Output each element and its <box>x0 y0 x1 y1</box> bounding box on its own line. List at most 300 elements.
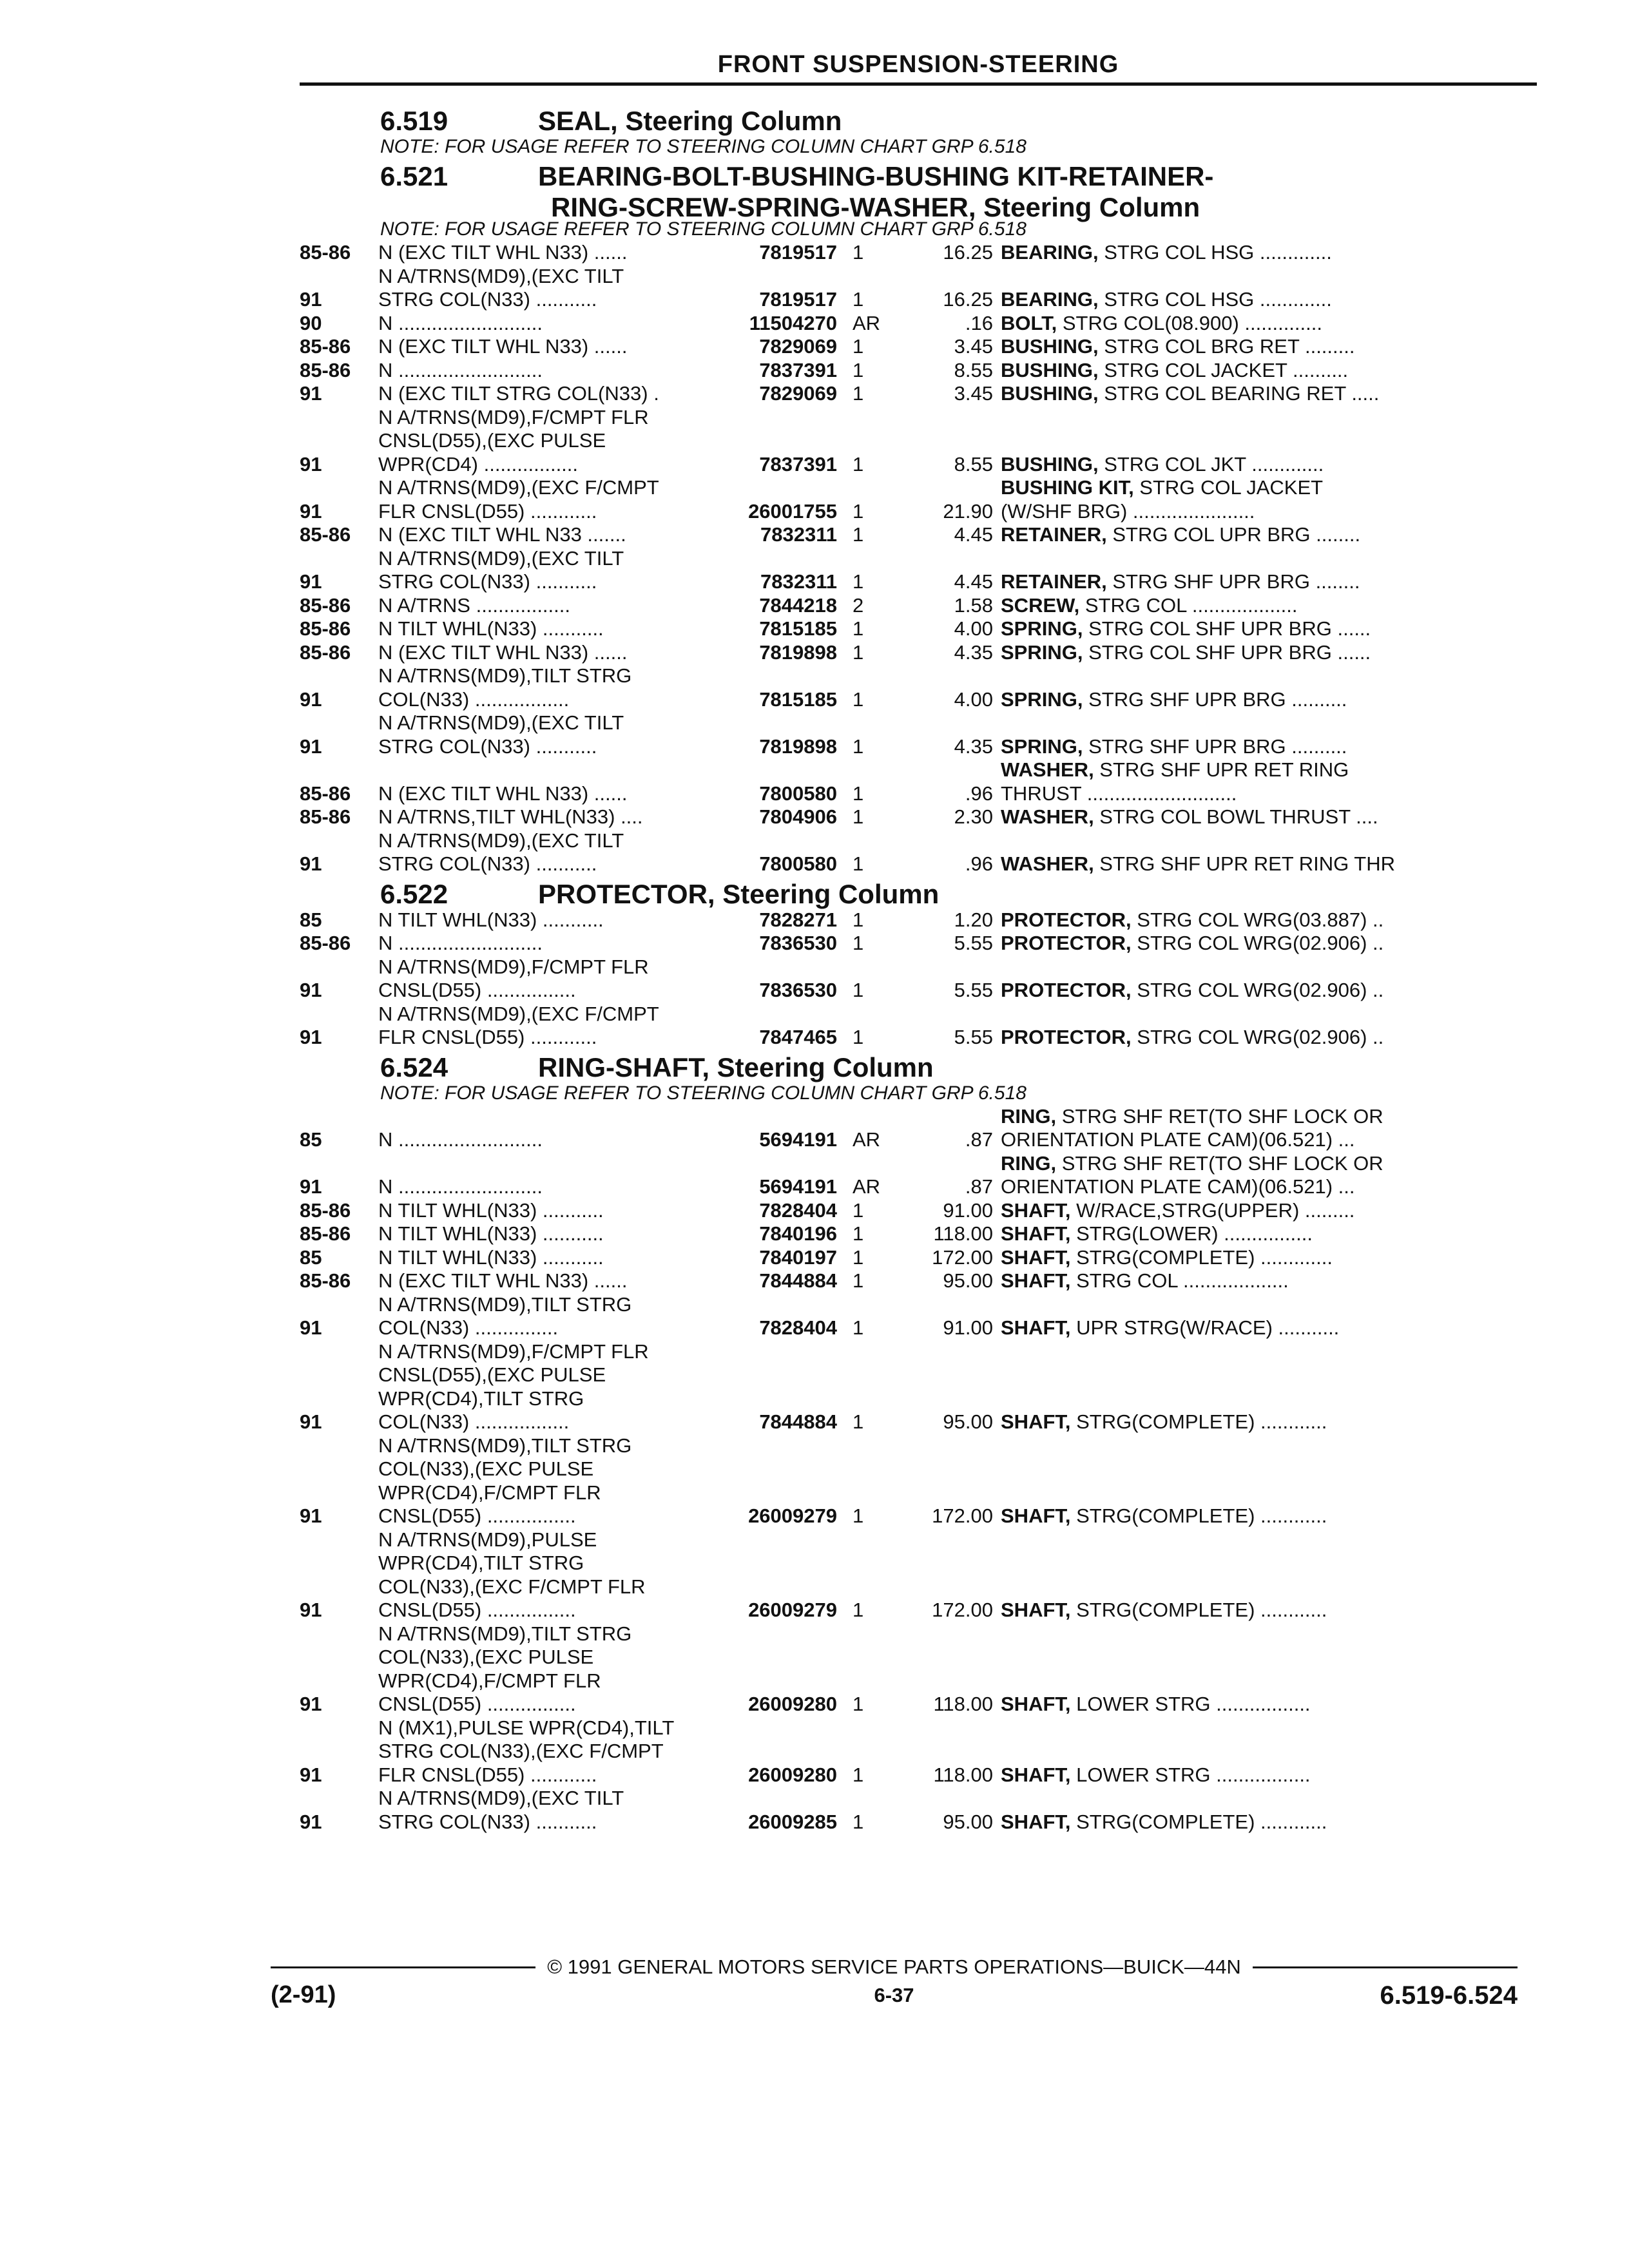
usage-text: N (EXC TILT WHL N33) ...... <box>378 640 628 664</box>
part-number: 7832311 <box>760 523 837 546</box>
quantity: 1 <box>853 570 864 593</box>
model-year-cell <box>300 1222 378 1246</box>
part-name: WASHER, <box>1001 805 1094 828</box>
part-name: SPRING, <box>1001 687 1083 711</box>
usage-text: N A/TRNS(MD9),TILT STRG COL(N33) ................. <box>378 664 632 711</box>
part-description: STRG SHF UPR BRG .......... <box>1083 687 1347 711</box>
description <box>1001 1026 1537 1050</box>
part-number: 26009279 <box>748 1504 837 1527</box>
part-row <box>300 1003 1537 1050</box>
model-year: 91 <box>300 1763 322 1786</box>
description <box>1001 1246 1537 1270</box>
part-row <box>300 664 1537 711</box>
price: 95.00 <box>943 1269 993 1292</box>
part-row <box>300 956 1537 1003</box>
model-year: 91 <box>300 382 322 405</box>
description <box>1001 1811 1537 1834</box>
model-year-cell <box>300 1175 378 1199</box>
description <box>1001 288 1537 312</box>
usage-text: N (EXC TILT STRG COL(N33) . <box>378 382 659 405</box>
quantity: 1 <box>853 1504 864 1527</box>
part-number: 7815185 <box>759 687 837 711</box>
part-description: STRG(COMPLETE) ............ <box>1070 1410 1327 1433</box>
part-number: 26009285 <box>748 1810 837 1833</box>
page-title: FRONT SUSPENSION-STEERING <box>717 51 1119 78</box>
part-number: 7840196 <box>759 1222 837 1245</box>
part-number: 7837391 <box>759 358 837 381</box>
model-year-cell <box>300 735 378 759</box>
part-description: STRG SHF RET(TO SHF LOCK OR ORIENTATION PLATE CAM)(06.521) ... <box>1001 1151 1383 1198</box>
usage-text: N A/TRNS ................. <box>378 593 570 617</box>
part-row <box>300 805 1537 829</box>
description <box>1001 312 1537 336</box>
usage-text: N .......................... <box>378 1175 543 1198</box>
part-name: BEARING, <box>1001 241 1099 264</box>
description <box>1001 335 1537 359</box>
model-year: 85-86 <box>300 617 351 640</box>
quantity: 1 <box>853 452 864 476</box>
part-name: BUSHING, <box>1001 382 1099 405</box>
part-number: 7804906 <box>759 805 837 828</box>
footer-rule-right <box>1253 1966 1518 1968</box>
section-title <box>538 161 1213 223</box>
part-row <box>300 641 1537 665</box>
quantity: 1 <box>853 1316 864 1339</box>
part-description: STRG(COMPLETE) ............ <box>1070 1504 1327 1527</box>
part-description: STRG COL SHF UPR BRG ...... <box>1083 640 1371 664</box>
description <box>1001 453 1537 477</box>
model-year-cell <box>300 617 378 641</box>
usage-text: N (EXC TILT WHL N33) ...... <box>378 1269 628 1292</box>
usage-text: N A/TRNS(MD9),(EXC TILT STRG COL(N33) ........... <box>378 264 624 311</box>
part-row <box>300 1787 1537 1834</box>
quantity: 1 <box>853 241 864 264</box>
price: 1.58 <box>954 593 993 617</box>
part-row <box>300 1152 1537 1199</box>
model-year-cell <box>300 1811 378 1834</box>
model-year-cell <box>300 805 378 829</box>
part-name: SPRING, <box>1001 617 1083 640</box>
usage-text: N .......................... <box>378 311 543 334</box>
part-row <box>300 617 1537 641</box>
quantity: 1 <box>853 1026 864 1048</box>
quantity: 1 <box>853 805 864 828</box>
section-title-line: PROTECTOR, Steering Column <box>538 878 940 909</box>
part-description: STRG SHF UPR BRG .......... <box>1083 735 1347 758</box>
quantity: 1 <box>853 335 864 358</box>
usage-text: N A/TRNS(MD9),TILT STRG COL(N33),(EXC PULSE WPR(CD4),F/CMPT FLR CNSL(D55) ................ <box>378 1434 632 1527</box>
part-description: STRG COL SHF UPR BRG ...... <box>1083 617 1371 640</box>
description <box>1001 1763 1537 1787</box>
usage-text: N (EXC TILT WHL N33) ...... <box>378 241 628 264</box>
part-row <box>300 312 1537 336</box>
price: 8.55 <box>954 358 993 381</box>
usage-text: N (MX1),PULSE WPR(CD4),TILT STRG COL(N33),(EXC F/CMPT FLR CNSL(D55) ............ <box>378 1716 675 1786</box>
price: 118.00 <box>933 1763 993 1786</box>
quantity: 1 <box>853 640 864 664</box>
part-description: STRG SHF UPR RET RING THR <box>1094 852 1396 875</box>
footer-rule-left <box>271 1966 535 1968</box>
description <box>1001 641 1537 665</box>
part-row <box>300 1528 1537 1622</box>
quantity: 1 <box>853 1222 864 1245</box>
section-number: 6.519 <box>380 106 448 136</box>
part-number: 7837391 <box>759 452 837 476</box>
model-year-cell <box>300 594 378 618</box>
model-year-cell <box>300 1316 378 1340</box>
description <box>1001 735 1537 759</box>
price: 8.55 <box>954 452 993 476</box>
part-name: RING, <box>1001 1151 1057 1175</box>
model-year: 91 <box>300 1316 322 1339</box>
description <box>1001 908 1537 932</box>
part-name: SHAFT, <box>1001 1269 1071 1292</box>
description <box>1001 758 1537 805</box>
usage-text: N A/TRNS(MD9),PULSE WPR(CD4),TILT STRG COL(N33),(EXC F/CMPT FLR CNSL(D55) ................ <box>378 1528 646 1621</box>
part-description: STRG COL ................... <box>1079 593 1298 617</box>
part-row <box>300 1269 1537 1293</box>
price: .96 <box>965 852 993 875</box>
part-number: 7819517 <box>759 288 837 311</box>
model-year-cell <box>300 241 378 265</box>
section-heading <box>300 876 1537 908</box>
part-row <box>300 594 1537 618</box>
part-number: 7847465 <box>759 1026 837 1048</box>
quantity: 1 <box>853 1763 864 1786</box>
date-code: (2-91) <box>271 1981 336 2008</box>
page-number: 6-37 <box>874 1984 914 2006</box>
part-row <box>300 476 1537 523</box>
part-number: 7832311 <box>760 570 837 593</box>
price: 172.00 <box>932 1504 993 1527</box>
price: 4.45 <box>954 570 993 593</box>
model-year-cell <box>300 359 378 383</box>
part-description: STRG COL ................... <box>1070 1269 1289 1292</box>
price: 118.00 <box>933 1693 993 1715</box>
part-description: STRG(COMPLETE) ............ <box>1070 1599 1327 1621</box>
part-row <box>300 1340 1537 1434</box>
part-row <box>300 547 1537 594</box>
part-number: 7844218 <box>759 593 837 617</box>
part-number: 7800580 <box>759 852 837 875</box>
header-rule <box>300 82 1537 86</box>
model-year: 85 <box>300 1128 322 1151</box>
price: 91.00 <box>943 1316 993 1339</box>
section-number: 6.522 <box>380 878 448 909</box>
price: 4.00 <box>954 687 993 711</box>
part-description: STRG SHF UPR BRG ........ <box>1106 570 1360 593</box>
quantity: 1 <box>853 979 864 1001</box>
description <box>1001 979 1537 1003</box>
part-name: SPRING, <box>1001 735 1083 758</box>
model-year: 91 <box>300 1175 322 1198</box>
quantity: 1 <box>853 1599 864 1621</box>
model-year-cell <box>300 1599 378 1622</box>
model-year: 91 <box>300 1504 322 1527</box>
model-year: 85 <box>300 1245 322 1269</box>
model-year: 85-86 <box>300 241 351 264</box>
quantity: 1 <box>853 852 864 875</box>
part-name: SPRING, <box>1001 640 1083 664</box>
model-year-cell <box>300 288 378 312</box>
part-name: BOLT, <box>1001 311 1057 334</box>
price: 3.45 <box>954 382 993 405</box>
part-number: 7828404 <box>759 1316 837 1339</box>
usage-text: N A/TRNS(MD9),F/CMPT FLR CNSL(D55) ................ <box>378 955 649 1001</box>
part-description: STRG COL WRG(03.887) .. <box>1131 908 1384 931</box>
section-heading <box>300 1050 1537 1082</box>
description <box>1001 1599 1537 1622</box>
part-row <box>300 1716 1537 1787</box>
part-number: 26009279 <box>748 1599 837 1621</box>
section-number: 6.524 <box>380 1052 448 1082</box>
model-year-cell <box>300 1128 378 1152</box>
model-year: 85-86 <box>300 1222 351 1245</box>
part-description: LOWER STRG ................. <box>1070 1693 1311 1715</box>
part-name: SHAFT, <box>1001 1763 1071 1786</box>
usage-text: N A/TRNS(MD9),(EXC TILT STRG COL(N33) ........... <box>378 829 624 875</box>
part-description: STRG COL JKT ............. <box>1098 452 1324 476</box>
part-name: SHAFT, <box>1001 1599 1071 1621</box>
quantity: 1 <box>853 499 864 523</box>
model-year: 91 <box>300 1026 322 1048</box>
part-number: 7828271 <box>759 908 837 931</box>
part-description: STRG COL(08.900) .............. <box>1057 311 1322 334</box>
price: 16.25 <box>943 241 993 264</box>
part-name: PROTECTOR, <box>1001 1026 1132 1048</box>
model-year: 85-86 <box>300 335 351 358</box>
part-number: 7844884 <box>759 1269 837 1292</box>
usage-text: N TILT WHL(N33) ........... <box>378 1222 604 1245</box>
model-year: 85-86 <box>300 523 351 546</box>
section-note: NOTE: FOR USAGE REFER TO STEERING COLUMN CHART GRP 6.518 <box>380 1082 1027 1104</box>
usage-text: N A/TRNS(MD9),TILT STRG COL(N33) ............... <box>378 1293 632 1339</box>
quantity: 2 <box>853 593 864 617</box>
quantity: 1 <box>853 687 864 711</box>
model-year-cell <box>300 852 378 876</box>
model-year: 91 <box>300 288 322 311</box>
price: .87 <box>965 1128 993 1151</box>
model-year: 91 <box>300 452 322 476</box>
quantity: 1 <box>853 735 864 758</box>
part-row <box>300 335 1537 359</box>
section-title-line: SEAL, Steering Column <box>538 106 842 136</box>
usage-text: N A/TRNS(MD9),TILT STRG COL(N33),(EXC PULSE WPR(CD4),F/CMPT FLR CNSL(D55) ................ <box>378 1622 632 1715</box>
model-year-cell <box>300 1410 378 1434</box>
model-year: 91 <box>300 1410 322 1433</box>
part-row <box>300 523 1537 547</box>
part-row <box>300 829 1537 876</box>
model-year-cell <box>300 570 378 594</box>
part-description: STRG COL UPR BRG ........ <box>1106 523 1361 546</box>
part-number: 7840197 <box>759 1245 837 1269</box>
usage-text: N A/TRNS(MD9),F/CMPT FLR CNSL(D55),(EXC PULSE WPR(CD4) ................. <box>378 405 649 476</box>
usage-text: N TILT WHL(N33) ........... <box>378 1198 604 1222</box>
description <box>1001 1152 1537 1199</box>
part-name: BUSHING KIT, <box>1001 476 1134 499</box>
section-heading <box>300 103 1537 135</box>
model-year: 91 <box>300 1810 322 1833</box>
price: 16.25 <box>943 288 993 311</box>
part-row <box>300 711 1537 758</box>
description <box>1001 570 1537 594</box>
price: 2.30 <box>954 805 993 828</box>
quantity: AR <box>853 311 881 334</box>
part-name: BUSHING, <box>1001 452 1099 476</box>
quantity: 1 <box>853 1810 864 1833</box>
model-year-cell <box>300 382 378 406</box>
quantity: 1 <box>853 1245 864 1269</box>
part-name: RING, <box>1001 1104 1057 1128</box>
part-row <box>300 1199 1537 1223</box>
model-year-cell <box>300 1269 378 1293</box>
description <box>1001 688 1537 712</box>
part-row <box>300 359 1537 383</box>
section-title <box>538 879 939 910</box>
model-year-cell <box>300 500 378 524</box>
section-title-line: BEARING-BOLT-BUSHING-BUSHING KIT-RETAINER- <box>538 161 1214 191</box>
description <box>1001 1504 1537 1528</box>
model-year-cell <box>300 688 378 712</box>
part-name: SHAFT, <box>1001 1198 1071 1222</box>
usage-text: N TILT WHL(N33) ........... <box>378 617 604 640</box>
price: .87 <box>965 1175 993 1198</box>
description <box>1001 1693 1537 1716</box>
part-name: WASHER, <box>1001 852 1094 875</box>
price: 95.00 <box>943 1410 993 1433</box>
part-description: STRG COL WRG(02.906) .. <box>1131 932 1384 954</box>
page-footer <box>271 1956 1518 2010</box>
quantity: AR <box>853 1175 881 1198</box>
part-description: UPR STRG(W/RACE) ........... <box>1070 1316 1340 1339</box>
part-name: BUSHING, <box>1001 358 1099 381</box>
part-name: PROTECTOR, <box>1001 932 1132 954</box>
usage-text: N (EXC TILT WHL N33) ...... <box>378 782 628 805</box>
part-number: 7829069 <box>759 382 837 405</box>
part-name: RETAINER, <box>1001 570 1107 593</box>
part-number: 7819517 <box>759 241 837 264</box>
description <box>1001 1105 1537 1152</box>
part-row <box>300 1293 1537 1340</box>
usage-text: N .......................... <box>378 932 543 954</box>
model-year: 85-86 <box>300 932 351 954</box>
part-row <box>300 908 1537 932</box>
model-year-cell <box>300 523 378 547</box>
price: .96 <box>965 782 993 805</box>
usage-text: N A/TRNS(MD9),(EXC TILT STRG COL(N33) ........... <box>378 1787 624 1833</box>
model-year-cell <box>300 1504 378 1528</box>
model-year: 85-86 <box>300 640 351 664</box>
model-year-cell <box>300 641 378 665</box>
price: 3.45 <box>954 335 993 358</box>
model-year: 91 <box>300 499 322 523</box>
quantity: AR <box>853 1128 881 1151</box>
model-year-cell <box>300 979 378 1003</box>
part-row <box>300 1246 1537 1270</box>
part-name: RETAINER, <box>1001 523 1107 546</box>
part-name: WASHER, <box>1001 758 1094 781</box>
part-row <box>300 265 1537 312</box>
part-number: 7844884 <box>759 1410 837 1433</box>
quantity: 1 <box>853 1198 864 1222</box>
section-note: NOTE: FOR USAGE REFER TO STEERING COLUMN CHART GRP 6.518 <box>380 136 1027 157</box>
part-number: 7819898 <box>759 735 837 758</box>
part-number: 7800580 <box>759 782 837 805</box>
copyright-text: © 1991 GENERAL MOTORS SERVICE PARTS OPERATIONS—BUICK—44N <box>547 1956 1241 1978</box>
description <box>1001 523 1537 547</box>
part-row <box>300 758 1537 805</box>
model-year-cell <box>300 453 378 477</box>
description <box>1001 1269 1537 1293</box>
part-description: STRG(LOWER) ................ <box>1070 1222 1313 1245</box>
part-description: STRG SHF RET(TO SHF LOCK OR ORIENTATION PLATE CAM)(06.521) ... <box>1001 1104 1383 1151</box>
part-name: SHAFT, <box>1001 1245 1071 1269</box>
section-range: 6.519-6.524 <box>1380 1981 1518 2010</box>
part-description: STRG COL BRG RET ......... <box>1098 335 1355 358</box>
price: 5.55 <box>954 1026 993 1048</box>
section-title-line-2: RING-SCREW-SPRING-WASHER, Steering Column <box>551 192 1200 222</box>
usage-text: N A/TRNS(MD9),(EXC TILT STRG COL(N33) ........... <box>378 711 624 758</box>
quantity: 1 <box>853 382 864 405</box>
description <box>1001 382 1537 406</box>
part-description: STRG COL WRG(02.906) .. <box>1131 979 1384 1001</box>
part-number: 26001755 <box>748 499 837 523</box>
model-year: 85 <box>300 908 322 931</box>
quantity: 1 <box>853 908 864 931</box>
model-year: 91 <box>300 852 322 875</box>
parts-listing <box>300 103 1537 1834</box>
model-year: 91 <box>300 570 322 593</box>
part-number: 7815185 <box>759 617 837 640</box>
quantity: 1 <box>853 523 864 546</box>
model-year: 91 <box>300 1599 322 1621</box>
model-year-cell <box>300 1246 378 1270</box>
description <box>1001 476 1537 523</box>
description <box>1001 852 1537 876</box>
section-title-line: RING-SHAFT, Steering Column <box>538 1052 934 1082</box>
usage-text: N A/TRNS(MD9),F/CMPT FLR CNSL(D55),(EXC PULSE WPR(CD4),TILT STRG COL(N33) ................. <box>378 1340 649 1433</box>
model-year: 91 <box>300 735 322 758</box>
part-row <box>300 1105 1537 1152</box>
part-number: 5694191 <box>759 1128 837 1151</box>
section-note: NOTE: FOR USAGE REFER TO STEERING COLUMN CHART GRP 6.518 <box>380 218 1027 240</box>
model-year-cell <box>300 1199 378 1223</box>
model-year: 85-86 <box>300 358 351 381</box>
description <box>1001 1199 1537 1223</box>
price: 172.00 <box>932 1245 993 1269</box>
description <box>1001 1316 1537 1340</box>
part-number: 26009280 <box>748 1693 837 1715</box>
price: .16 <box>965 311 993 334</box>
model-year-cell <box>300 335 378 359</box>
model-year: 90 <box>300 311 322 334</box>
usage-text: N (EXC TILT WHL N33 ....... <box>378 523 626 546</box>
part-description: STRG(COMPLETE) ............. <box>1070 1245 1333 1269</box>
model-year: 85-86 <box>300 805 351 828</box>
section-heading <box>300 159 1537 222</box>
model-year: 85-86 <box>300 1269 351 1292</box>
price: 4.35 <box>954 735 993 758</box>
quantity: 1 <box>853 617 864 640</box>
part-number: 5694191 <box>759 1175 837 1198</box>
part-row <box>300 1222 1537 1246</box>
price: 21.90 <box>943 499 993 523</box>
part-name: SHAFT, <box>1001 1810 1071 1833</box>
part-description: STRG COL BOWL THRUST .... <box>1094 805 1378 828</box>
part-number: 7829069 <box>759 335 837 358</box>
footer-line <box>271 1956 1518 1979</box>
description <box>1001 359 1537 383</box>
